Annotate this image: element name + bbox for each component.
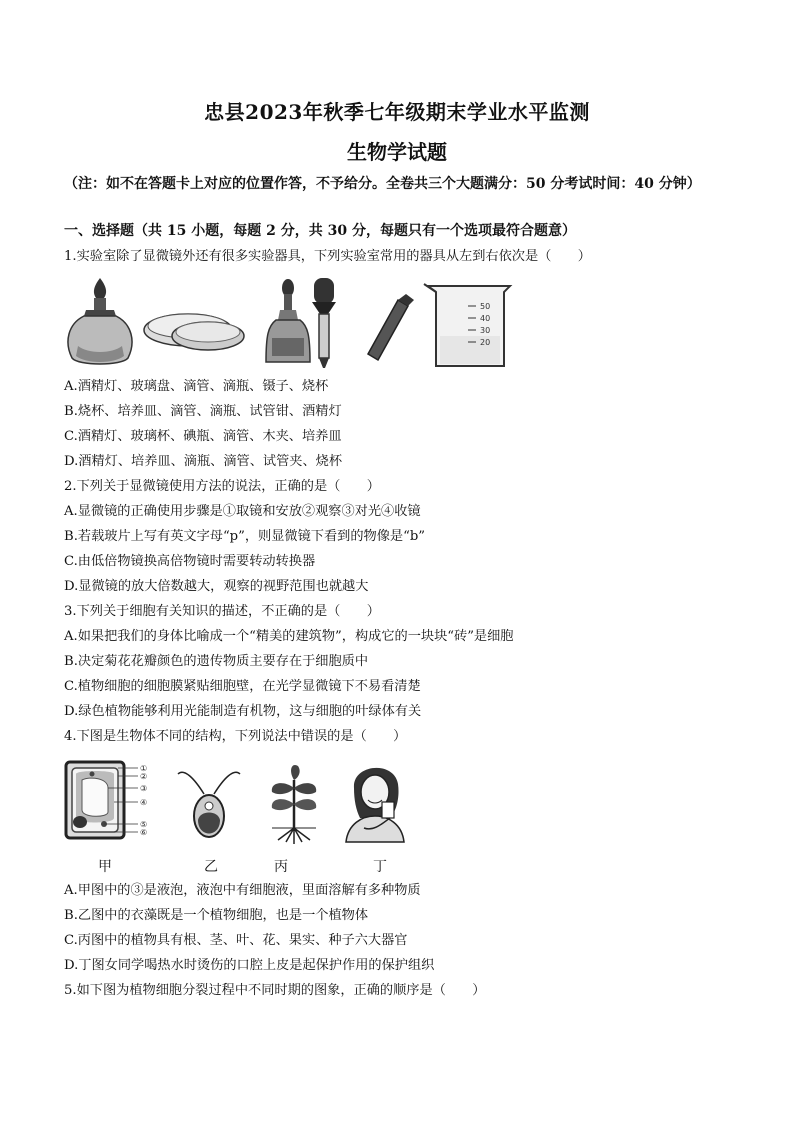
q5-stem: 5.如下图为植物细胞分裂过程中不同时期的图象，正确的顺序是（ ） <box>64 983 486 998</box>
cell-label: ① <box>140 764 148 773</box>
caption-ding: 丁 <box>373 859 387 875</box>
q2-option-c: C.由低倍物镜换高倍物镜时需要转动转换器 <box>64 554 316 569</box>
q4-stem: 4.下图是生物体不同的结构，下列说法中错误的是（ ） <box>64 729 407 744</box>
cell-label: ③ <box>140 784 148 793</box>
q4-option-b: B.乙图中的衣藻既是一个植物细胞，也是一个植物体 <box>64 908 369 923</box>
q3-option-d: D.绿色植物能够利用光能制造有机物，这与细胞的叶绿体有关 <box>64 704 422 719</box>
q3-option-b: B.决定菊花花瓣颜色的遗传物质主要存在于细胞质中 <box>64 654 369 669</box>
q4-option-a: A.甲图中的③是液泡，液泡中有细胞液，里面溶解有多种物质 <box>64 883 421 898</box>
section-heading: 一、选择题（共 15 小题，每题 2 分，共 30 分，每题只有一个选项最符合题意） <box>64 223 576 239</box>
plant-icon <box>272 765 316 844</box>
q2-option-a: A.显微镜的正确使用步骤是①取镜和安放②观察③对光④收镜 <box>64 504 421 519</box>
exam-title: 忠县2023年秋季七年级期末学业水平监测 <box>204 100 590 124</box>
organism-structures-figure <box>64 758 414 844</box>
dropper-bottle-icon <box>266 279 310 362</box>
q4-option-d: D.丁图女同学喝热水时烫伤的口腔上皮是起保护作用的保护组织 <box>64 958 435 973</box>
q1-option-b: B.烧杯、培养皿、滴管、滴瓶、试管钳、酒精灯 <box>64 404 342 419</box>
cell-label: ⑥ <box>140 828 148 837</box>
q2-option-d: D.显微镜的放大倍数越大，观察的视野范围也就越大 <box>64 579 369 594</box>
alcohol-lamp-icon <box>68 278 132 364</box>
q2-stem: 2.下列关于显微镜使用方法的说法，正确的是（ ） <box>64 479 380 494</box>
cell-label: ④ <box>140 798 148 807</box>
cell-label: ⑤ <box>140 820 148 829</box>
q2-option-b: B.若载玻片上写有英文字母“p”，则显微镜下看到的物像是“b” <box>64 529 426 544</box>
beaker-mark: 40 <box>480 314 491 323</box>
beaker-mark: 20 <box>480 338 491 347</box>
q3-stem: 3.下列关于细胞有关知识的描述，不正确的是（ ） <box>64 604 380 619</box>
q1-stem: 1.实验室除了显微镜外还有很多实验器具，下列实验室常用的器具从左到右依次是（ ） <box>64 249 591 264</box>
cell-label: ② <box>140 772 148 781</box>
dropper-icon <box>312 278 336 368</box>
exam-subtitle: 生物学试题 <box>347 140 447 164</box>
beaker-mark: 50 <box>480 302 491 311</box>
caption-yi: 乙 <box>204 859 218 875</box>
exam-note: （注：如不在答题卡上对应的位置作答，不予给分。全卷共三个大题满分：50 分考试时间：40 分钟） <box>64 176 701 192</box>
chlamydomonas-icon <box>178 772 240 837</box>
test-tube-clamp-icon <box>368 294 414 360</box>
petri-dish-icon <box>144 314 244 350</box>
q3-option-c: C.植物细胞的细胞膜紧贴细胞壁，在光学显微镜下不易看清楚 <box>64 679 421 694</box>
q3-option-a: A.如果把我们的身体比喻成一个“精美的建筑物”，构成它的一块块“砖”是细胞 <box>64 629 514 644</box>
plant-cell-icon <box>66 762 147 838</box>
q1-option-a: A.酒精灯、玻璃盘、滴管、滴瓶、镊子、烧杯 <box>64 379 329 394</box>
q1-option-d: D.酒精灯、培养皿、滴瓶、滴管、试管夹、烧杯 <box>64 454 343 469</box>
caption-jia: 甲 <box>98 859 112 875</box>
girl-drinking-icon <box>346 768 404 842</box>
q4-option-c: C.丙图中的植物具有根、茎、叶、花、果实、种子六大器官 <box>64 933 408 948</box>
beaker-icon <box>424 284 510 366</box>
lab-equipment-figure <box>64 276 514 374</box>
q1-option-c: C.酒精灯、玻璃杯、碘瓶、滴管、木夹、培养皿 <box>64 429 342 444</box>
beaker-mark: 30 <box>480 326 491 335</box>
caption-bing: 丙 <box>274 859 288 875</box>
